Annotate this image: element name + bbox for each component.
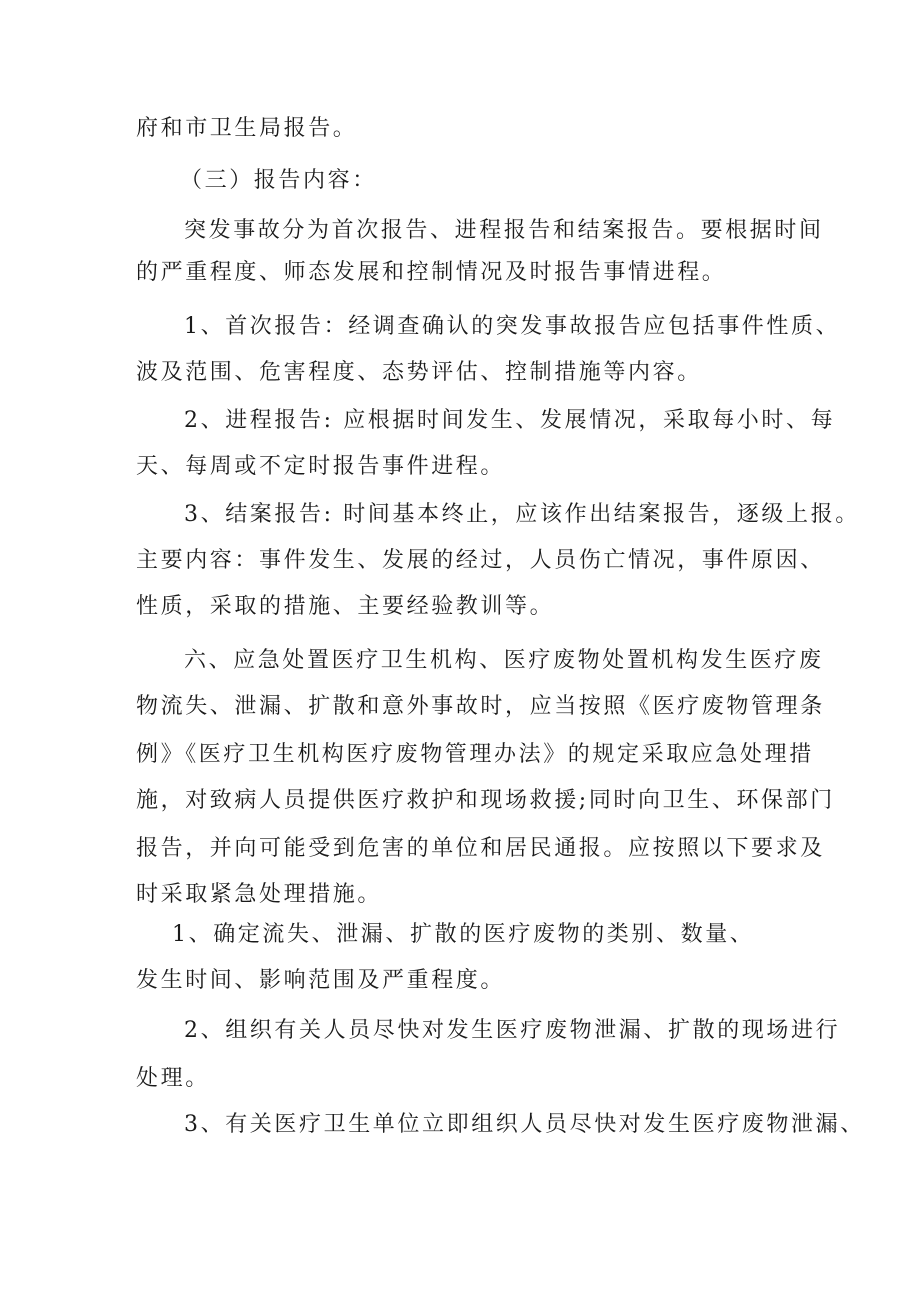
text-line-11: 性质，采取的措施、主要经验教训等。 — [136, 594, 555, 619]
text-line-4: 的严重程度、师态发展和控制情况及时报告事情进程。 — [136, 260, 727, 285]
text-line-6: 波及范围、危害程度、态势评估、控制措施等内容。 — [136, 360, 702, 385]
text-line-13: 物流失、泄漏、扩散和意外事故时，应当按照《医疗废物管理条 — [136, 694, 825, 719]
text-line-9: 3、结案报告: 时间基本终止，应该作出结案报告，逐级上报。 — [184, 502, 860, 527]
text-line-14: 例》《医疗卫生机构医疗废物管理办法》的规定采取应急处理措 — [136, 742, 814, 767]
text-line-21: 处理。 — [136, 1066, 210, 1091]
text-line-3: 突发事故分为首次报告、进程报告和结案报告。要根据时间 — [184, 218, 824, 243]
text-line-18: 1、确定流失、泄漏、扩散的医疗废物的类别、数量、 — [172, 922, 755, 947]
text-line-7: 2、进程报告: 应根据时间发生、发展情况，采取每小时、每 — [184, 408, 836, 433]
text-line-19: 发生时间、影响范围及严重程度。 — [136, 968, 506, 993]
text-line-15: 施，对致病人员提供医疗救护和现场救援;同时向卫生、环保部门 — [136, 788, 835, 813]
text-line-10: 主要内容：事件发生、发展的经过，人员伤亡情况，事件原因、 — [136, 548, 825, 573]
section-heading-emergency: 六、应急处置医疗卫生机构、医疗废物处置机构发生医疗废 — [184, 648, 824, 673]
text-line-17: 时采取紧急处理措施。 — [136, 882, 383, 907]
text-line-1: 府和市卫生局报告。 — [136, 116, 358, 141]
text-line-5: 1、首次报告：经调查确认的突发事故报告应包括事件性质、 — [184, 314, 841, 339]
text-line-8: 天、每周或不定时报告事件进程。 — [136, 454, 506, 479]
text-line-20: 2、组织有关人员尽快对发生医疗废物泄漏、扩散的现场进行 — [184, 1018, 841, 1043]
section-heading-report-content: （三）报告内容： — [180, 168, 377, 193]
text-line-22: 3、有关医疗卫生单位立即组织人员尽快对发生医疗废物泄漏、 — [184, 1112, 865, 1137]
text-line-16: 报告，并向可能受到危害的单位和居民通报。应按照以下要求及 — [136, 836, 825, 861]
